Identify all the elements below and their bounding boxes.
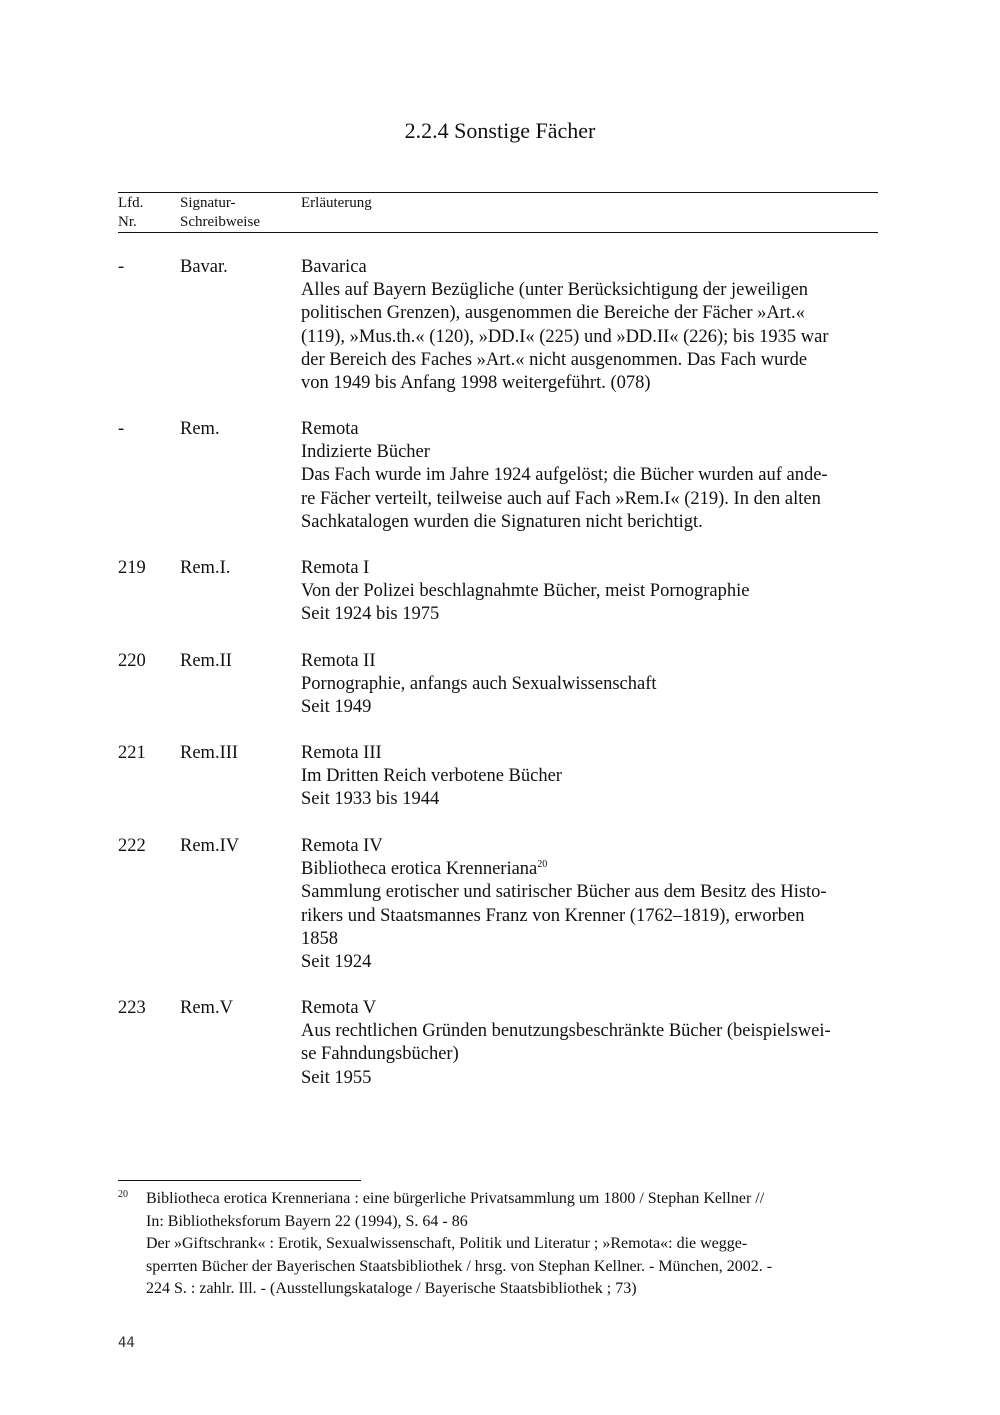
entry-description-line [301, 951, 879, 974]
entry-description [301, 418, 879, 534]
entry-description [301, 742, 879, 812]
entry-line-text: Remota V [301, 998, 377, 1018]
entry-description [301, 835, 879, 974]
entry-line-text: re Fächer verteilt, teilweise auch auf Fach »Rem.I« (219). In den alten [301, 488, 821, 509]
entry-description-line [301, 464, 879, 487]
entry-description-line [301, 928, 879, 951]
entry-description-line [301, 256, 879, 279]
table-top-rule [118, 192, 878, 193]
entry-line-text: se Fahndungsbücher) [301, 1044, 459, 1065]
entry-line-text: Seit 1955 [301, 1067, 372, 1088]
entry-line-text: Alles auf Bayern Bezügliche (unter Berücksichtigung der jeweiligen [301, 280, 809, 301]
entry-signature: Rem. [180, 419, 220, 439]
entry-description-line [301, 788, 879, 811]
entry-description-line [301, 372, 879, 395]
entry-line-text: Seit 1924 bis 1975 [301, 604, 440, 625]
entry-line-text: politischen Grenzen), ausgenommen die Bereiche der Fächer »Art.« [301, 303, 805, 324]
entry-line-text: Seit 1949 [301, 697, 372, 718]
entry-description-line [301, 557, 879, 580]
footnote-number: 20 [118, 1189, 128, 1200]
footnote-line: Bibliotheca erotica Krenneriana : eine bürgerliche Privatsammlung um 1800 / Stephan Kellner // [146, 1190, 765, 1207]
entry-description-line [301, 441, 879, 464]
entry-signature: Rem.II [180, 651, 232, 671]
entry-number: 219 [118, 558, 146, 578]
header-col-sig-line1: Signatur- [180, 195, 236, 211]
entry-line-text: der Bereich des Faches »Art.« nicht ausgenommen. Das Fach wurde [301, 349, 808, 370]
entry-description-line [301, 603, 879, 626]
entry-line-text: Sachkatalogen wurden die Signaturen nicht berichtigt. [301, 511, 703, 532]
entry-line-text: Remota [301, 419, 359, 439]
entry-signature: Rem.I. [180, 558, 231, 578]
entry-description-line [301, 696, 879, 719]
entry-line-text: Remota II [301, 651, 376, 671]
entry-signature: Rem.IV [180, 836, 240, 856]
entry-line-text: Seit 1933 bis 1944 [301, 789, 440, 810]
entry-line-text: Von der Polizei beschlagnahmte Bücher, meist Pornographie [301, 581, 750, 602]
entry-description-line [301, 1043, 879, 1066]
entry-description-line [301, 1020, 879, 1043]
entry-line-text: von 1949 bis Anfang 1998 weitergeführt. (078) [301, 373, 651, 394]
header-col-sig-line2: Schreibweise [180, 214, 260, 230]
entry-description [301, 256, 879, 395]
entry-description-line [301, 835, 879, 858]
footnote-rule [118, 1180, 361, 1181]
entry-line-text: 1858 [301, 928, 338, 949]
entry-description-line [301, 279, 879, 302]
entry-description-line [301, 488, 879, 511]
page-number: 44 [118, 1335, 135, 1351]
footnote-line: Der »Giftschrank« : Erotik, Sexualwissenschaft, Politik und Literatur ; »Remota«: die wegge- [146, 1235, 748, 1252]
table-header-rule [118, 232, 878, 233]
entry-description-line [301, 418, 879, 441]
entry-line-text: Remota III [301, 743, 382, 763]
entry-description-line [301, 881, 879, 904]
entry-line-text: (119), »Mus.th.« (120), »DD.I« (225) und »DD.II« (226); bis 1935 war [301, 326, 829, 347]
header-col-sig [180, 194, 260, 232]
header-col-desc: Erläuterung [301, 195, 372, 211]
entry-number: 222 [118, 836, 146, 856]
footnote-text [146, 1188, 881, 1301]
entry-description [301, 997, 879, 1090]
entry-line-text: Das Fach wurde im Jahre 1924 aufgelöst; die Bücher wurden auf ande- [301, 465, 828, 486]
footnote-line: In: Bibliotheksforum Bayern 22 (1994), S. 64 - 86 [146, 1212, 468, 1230]
header-col-nr-line2: Nr. [118, 214, 137, 230]
entry-description-line [301, 1067, 879, 1090]
header-col-nr-line1: Lfd. [118, 195, 144, 211]
entry-number: - [118, 419, 125, 439]
entry-number: 220 [118, 651, 146, 671]
entry-description-line [301, 997, 879, 1020]
entry-description-line [301, 765, 879, 788]
header-col-nr [118, 194, 143, 232]
footnote-reference[interactable]: 20 [537, 859, 548, 871]
entry-description-line [301, 326, 879, 349]
entry-description-line [301, 580, 879, 603]
entry-line-text: Remota I [301, 558, 370, 578]
entry-description [301, 650, 879, 720]
entry-signature: Rem.III [180, 743, 239, 763]
entry-signature: Rem.V [180, 998, 233, 1018]
footnote-line: sperrten Bücher der Bayerischen Staatsbibliothek / hrsg. von Stephan Kellner. - München, 2002. - [146, 1257, 773, 1275]
entry-description-line [301, 349, 879, 372]
entry-description-line [301, 650, 879, 673]
entry-number: - [118, 257, 125, 277]
entry-description-line [301, 905, 879, 928]
page-title: 2.2.4 Sonstige Fächer [404, 118, 596, 143]
entry-line-text: Sammlung erotischer und satirischer Bücher aus dem Besitz des Histo- [301, 882, 827, 903]
entry-description-line [301, 511, 879, 534]
entry-signature: Bavar. [180, 257, 228, 277]
entry-line-text: Indizierte Bücher [301, 442, 430, 463]
entry-line-text: Pornographie, anfangs auch Sexualwissenschaft [301, 674, 657, 695]
entry-description-line [301, 742, 879, 765]
entry-description-line [301, 673, 879, 696]
entry-description [301, 557, 879, 627]
entry-description-line [301, 302, 879, 325]
entry-line-text: Remota IV [301, 836, 383, 856]
entry-description-line [301, 858, 879, 881]
entry-number: 223 [118, 998, 146, 1018]
entry-line-text: Bavarica [301, 257, 367, 277]
entry-line-text: Bibliotheca erotica Krenneriana [301, 859, 538, 880]
entry-line-text: rikers und Staatsmannes Franz von Krenner (1762–1819), erworben [301, 905, 805, 926]
entry-line-text: Im Dritten Reich verbotene Bücher [301, 766, 562, 787]
footnote-line: 224 S. : zahlr. Ill. - (Ausstellungskataloge / Bayerische Staatsbibliothek ; 73) [146, 1280, 637, 1297]
entry-line-text: Aus rechtlichen Gründen benutzungsbeschränkte Bücher (beispielswei- [301, 1021, 831, 1042]
entry-line-text: Seit 1924 [301, 952, 372, 973]
entry-number: 221 [118, 743, 146, 763]
